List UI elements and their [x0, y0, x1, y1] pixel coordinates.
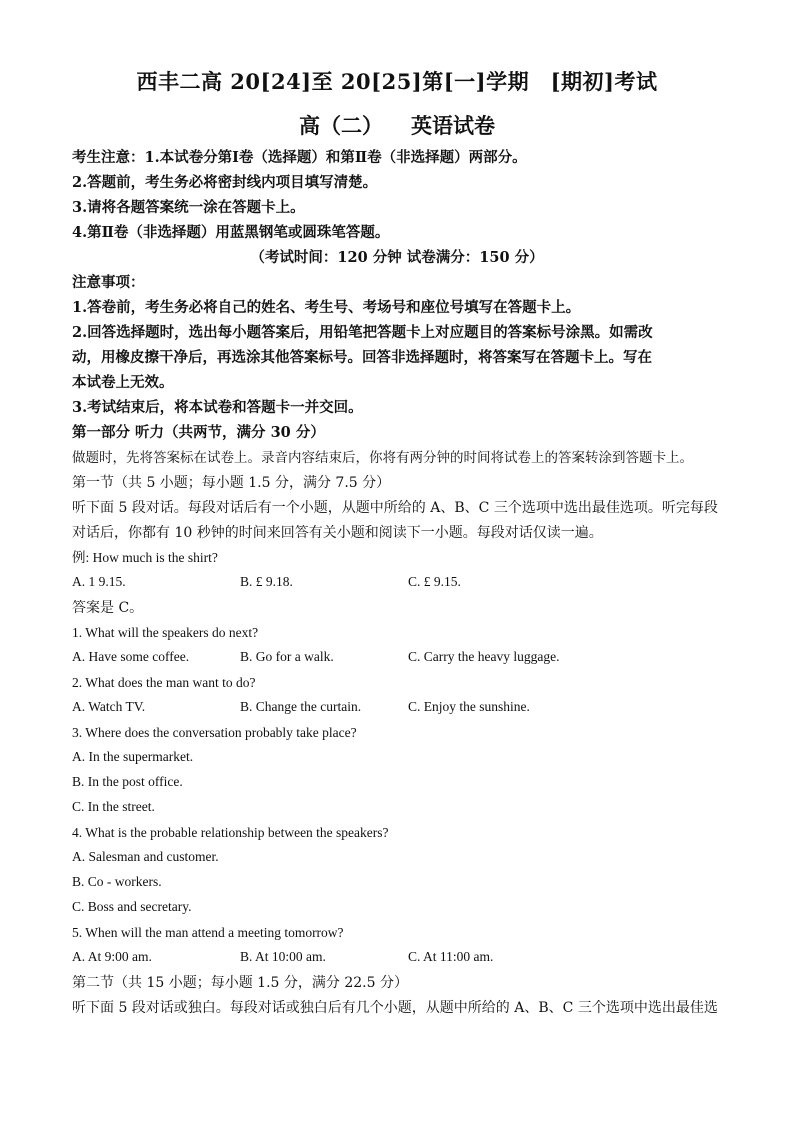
- instruction-line: 动，用橡皮擦干净后，再选涂其他答案标号。回答非选择题时，将答案写在答题卡上。写在: [72, 349, 652, 366]
- subject-label: 英语试卷: [411, 113, 495, 138]
- q3-option-c: C. In the street.: [72, 799, 155, 814]
- instruction-line: 1.答卷前，考生务必将自己的姓名、考生号、考场号和座位号填写在答题卡上。: [72, 299, 581, 316]
- example-option-b: B. £ 9.18.: [240, 574, 293, 589]
- q5-option-c: C. At 11:00 am.: [408, 949, 494, 964]
- notice-line: 考生注意：1.本试卷分第Ⅰ卷（选择题）和第Ⅱ卷（非选择题）两部分。: [72, 149, 527, 166]
- q5-option-b: B. At 10:00 am.: [240, 949, 326, 964]
- part1-intro: 做题时，先将答案标在试卷上。录音内容结束后，你将有两分钟的时间将试卷上的答案转涂到答题卡上。: [72, 450, 693, 466]
- q4-option-b: B. Co - workers.: [72, 874, 162, 889]
- section1-instruction: 听下面 5 段对话。每段对话后有一个小题，从题中所给的 A、B、C 三个选项中选出最佳选项。听完每段: [72, 500, 718, 516]
- exam-info: （考试时间：120 分钟 试卷满分：150 分）: [250, 249, 544, 266]
- example-option-c: C. £ 9.15.: [408, 574, 461, 589]
- question-3: 3. Where does the conversation probably take place?: [72, 725, 357, 740]
- exam-title: 西丰二高 20[24]至 20[25]第[一]学期 [期初]考试: [136, 69, 658, 94]
- q1-option-b: B. Go for a walk.: [240, 649, 334, 664]
- q3-option-a: A. In the supermarket.: [72, 749, 194, 764]
- part1-heading: 第一部分 听力（共两节，满分 30 分）: [72, 424, 325, 441]
- q1-option-c: C. Carry the heavy luggage.: [408, 649, 560, 664]
- section1-heading: 第一节（共 5 小题；每小题 1.5 分，满分 7.5 分）: [72, 475, 391, 491]
- example-option-a: A. 1 9.15.: [72, 574, 126, 589]
- instruction-line: 本试卷上无效。: [72, 374, 174, 391]
- q3-option-b: B. In the post office.: [72, 774, 183, 789]
- notice-line: 4.第Ⅱ卷（非选择题）用蓝黑钢笔或圆珠笔答题。: [72, 224, 390, 241]
- question-4: 4. What is the probable relationship between the speakers?: [72, 825, 389, 840]
- q2-option-a: A. Watch TV.: [72, 699, 146, 714]
- notice-line: 3.请将各题答案统一涂在答题卡上。: [72, 199, 305, 216]
- section1-instruction: 对话后，你都有 10 秒钟的时间来回答有关小题和阅读下一小题。每段对话仅读一遍。: [72, 525, 603, 541]
- q1-option-a: A. Have some coffee.: [72, 649, 190, 664]
- q4-option-a: A. Salesman and customer.: [72, 849, 219, 864]
- instruction-line: 3.考试结束后，将本试卷和答题卡一并交回。: [72, 399, 363, 416]
- section2-instruction: 听下面 5 段对话或独白。每段对话或独白后有几个小题，从题中所给的 A、B、C 三个选项中选出最佳选: [72, 1000, 718, 1016]
- q2-option-b: B. Change the curtain.: [240, 699, 362, 714]
- notice-line: 2.答题前，考生务必将密封线内项目填写清楚。: [72, 174, 378, 191]
- grade-label: 高（二）: [299, 113, 383, 138]
- exam-subtitle: [0, 110, 794, 140]
- q4-option-c: C. Boss and secretary.: [72, 899, 192, 914]
- question-1: 1. What will the speakers do next?: [72, 625, 259, 640]
- section2-heading: 第二节（共 15 小题；每小题 1.5 分，满分 22.5 分）: [72, 975, 408, 991]
- q5-option-a: A. At 9:00 am.: [72, 949, 152, 964]
- instructions-heading: 注意事项：: [72, 274, 145, 291]
- q2-option-c: C. Enjoy the sunshine.: [408, 699, 530, 714]
- instruction-line: 2.回答选择题时，选出每小题答案后，用铅笔把答题卡上对应题目的答案标号涂黑。如需改: [72, 324, 653, 341]
- example-question: 例: How much is the shirt?: [72, 550, 218, 565]
- question-5: 5. When will the man attend a meeting tomorrow?: [72, 925, 344, 940]
- question-2: 2. What does the man want to do?: [72, 675, 256, 690]
- example-answer: 答案是 C。: [72, 600, 144, 616]
